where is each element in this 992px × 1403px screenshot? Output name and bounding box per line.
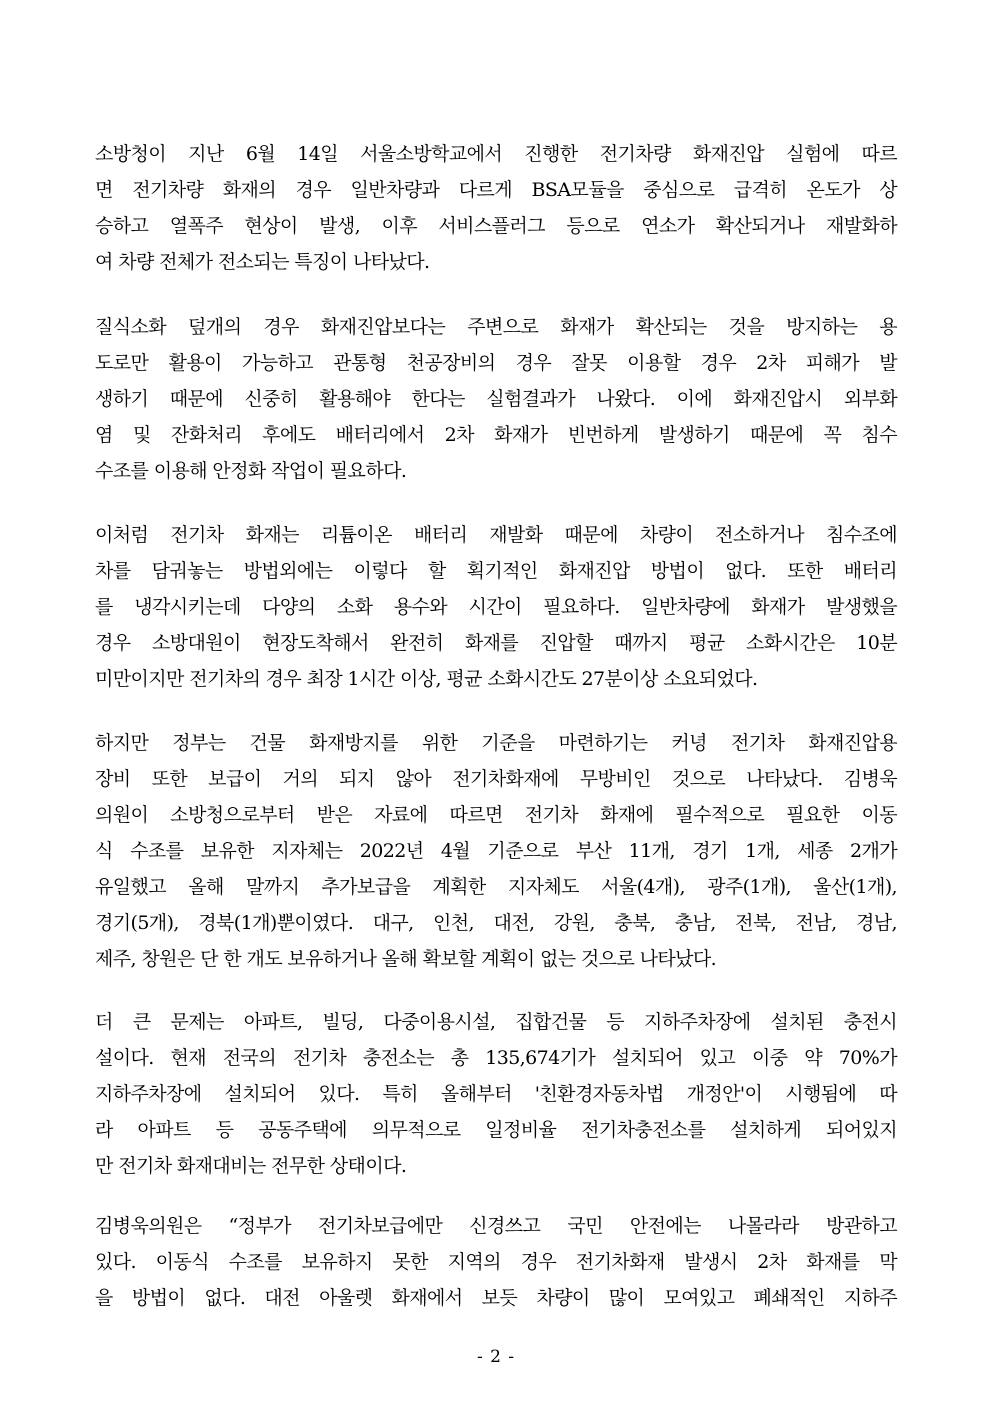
text-line: 라 아파트 등 공동주택에 의무적으로 일정비율 전기차충전소를 설치하게 되어있지: [95, 1119, 897, 1141]
text-line: 더 큰 문제는 아파트, 빌딩, 다중이용시설, 집합건물 등 지하주차장에 설치된 충전시: [95, 1011, 897, 1033]
text-line: 소방청이 지난 6월 14일 서울소방학교에서 진행한 전기차량 화재진압 실험에 따르: [95, 143, 897, 165]
paragraph-underground-parking: [95, 1004, 897, 1184]
paragraph-government-equipment: [95, 725, 897, 977]
text-line: 차를 담궈놓는 방법외에는 이렇다 할 획기적인 화재진압 방법이 없다. 또한 배터리: [95, 560, 897, 582]
text-line: 염 및 잔화처리 후에도 배터리에서 2차 화재가 빈번하게 발생하기 때문에 꼭 침수: [95, 424, 897, 446]
text-line: 을 방법이 없다. 대전 아울렛 화재에서 보듯 차량이 많이 모여있고 폐쇄적인 지하주: [95, 1287, 897, 1309]
text-line: 미만이지만 전기차의 경우 최장 1시간 이상, 평균 소화시간도 27분이상 소요되었다.: [95, 668, 758, 690]
text-line: 식 수조를 보유한 지자체는 2022년 4월 기준으로 부산 11개, 경기 1개, 세종 2개가: [95, 840, 897, 862]
text-line: 생하기 때문에 신중히 활용해야 한다는 실험결과가 나왔다. 이에 화재진압시 외부화: [95, 388, 897, 410]
text-line: 질식소화 덮개의 경우 화재진압보다는 주변으로 화재가 확산되는 것을 방지하는 용: [95, 316, 897, 338]
text-line: 만 전기차 화재대비는 전무한 상태이다.: [95, 1155, 407, 1177]
text-line: 경우 소방대원이 현장도착해서 완전히 화재를 진압할 때까지 평균 소화시간은 10분: [95, 632, 897, 654]
text-line: 지하주차장에 설치되어 있다. 특히 올해부터 '친환경자동차법 개정안'이 시행됨에 따: [95, 1083, 897, 1105]
paragraph-fire-test-results: [95, 136, 897, 280]
paragraph-fire-blanket: [95, 309, 897, 489]
text-line: 이처럼 전기차 화재는 리튬이온 배터리 재발화 때문에 차량이 전소하거나 침수조에: [95, 524, 897, 546]
paragraph-lithium-battery: [95, 517, 897, 697]
text-line: 를 냉각시키는데 다양의 소화 용수와 시간이 필요하다. 일반차량에 화재가 발생했을: [95, 596, 897, 618]
text-line: 장비 또한 보급이 거의 되지 않아 전기차화재에 무방비인 것으로 나타났다. 김병욱: [95, 768, 897, 790]
paragraph-lawmaker-quote: [95, 1208, 897, 1316]
text-line: 의원이 소방청으로부터 받은 자료에 따르면 전기차 화재에 필수적으로 필요한 이동: [95, 804, 897, 826]
text-line: 승하고 열폭주 현상이 발생, 이후 서비스플러그 등으로 연소가 확산되거나 재발화하: [95, 215, 897, 237]
page-number: - 2 -: [476, 1347, 516, 1367]
text-line: 수조를 이용해 안정화 작업이 필요하다.: [95, 460, 407, 482]
text-line: 설이다. 현재 전국의 전기차 충전소는 총 135,674기가 설치되어 있고 이중 약 70%가: [95, 1047, 897, 1069]
text-line: 있다. 이동식 수조를 보유하지 못한 지역의 경우 전기차화재 발생시 2차 화재를 막: [95, 1251, 897, 1273]
text-line: 여 차량 전체가 전소되는 특징이 나타났다.: [95, 251, 430, 273]
text-line: 면 전기차량 화재의 경우 일반차량과 다르게 BSA모듈을 중심으로 급격히 온도가 상: [95, 179, 897, 201]
text-line: 도로만 활용이 가능하고 관통형 천공장비의 경우 잘못 이용할 경우 2차 피해가 발: [95, 352, 897, 374]
text-line: 제주, 창원은 단 한 개도 보유하거나 올해 확보할 계획이 없는 것으로 나타났다.: [95, 948, 717, 970]
text-line: 경기(5개), 경북(1개)뿐이였다. 대구, 인천, 대전, 강원, 충북, 충남, 전북, 전남, 경남,: [95, 912, 897, 934]
text-line: 유일했고 올해 말까지 추가보급을 계획한 지자체도 서울(4개), 광주(1개), 울산(1개),: [95, 876, 897, 898]
text-line: 하지만 정부는 건물 화재방지를 위한 기준을 마련하기는 커녕 전기차 화재진압용: [95, 732, 897, 754]
text-line: 김병욱의원은 “정부가 전기차보급에만 신경쓰고 국민 안전에는 나몰라라 방관하고: [95, 1215, 897, 1237]
